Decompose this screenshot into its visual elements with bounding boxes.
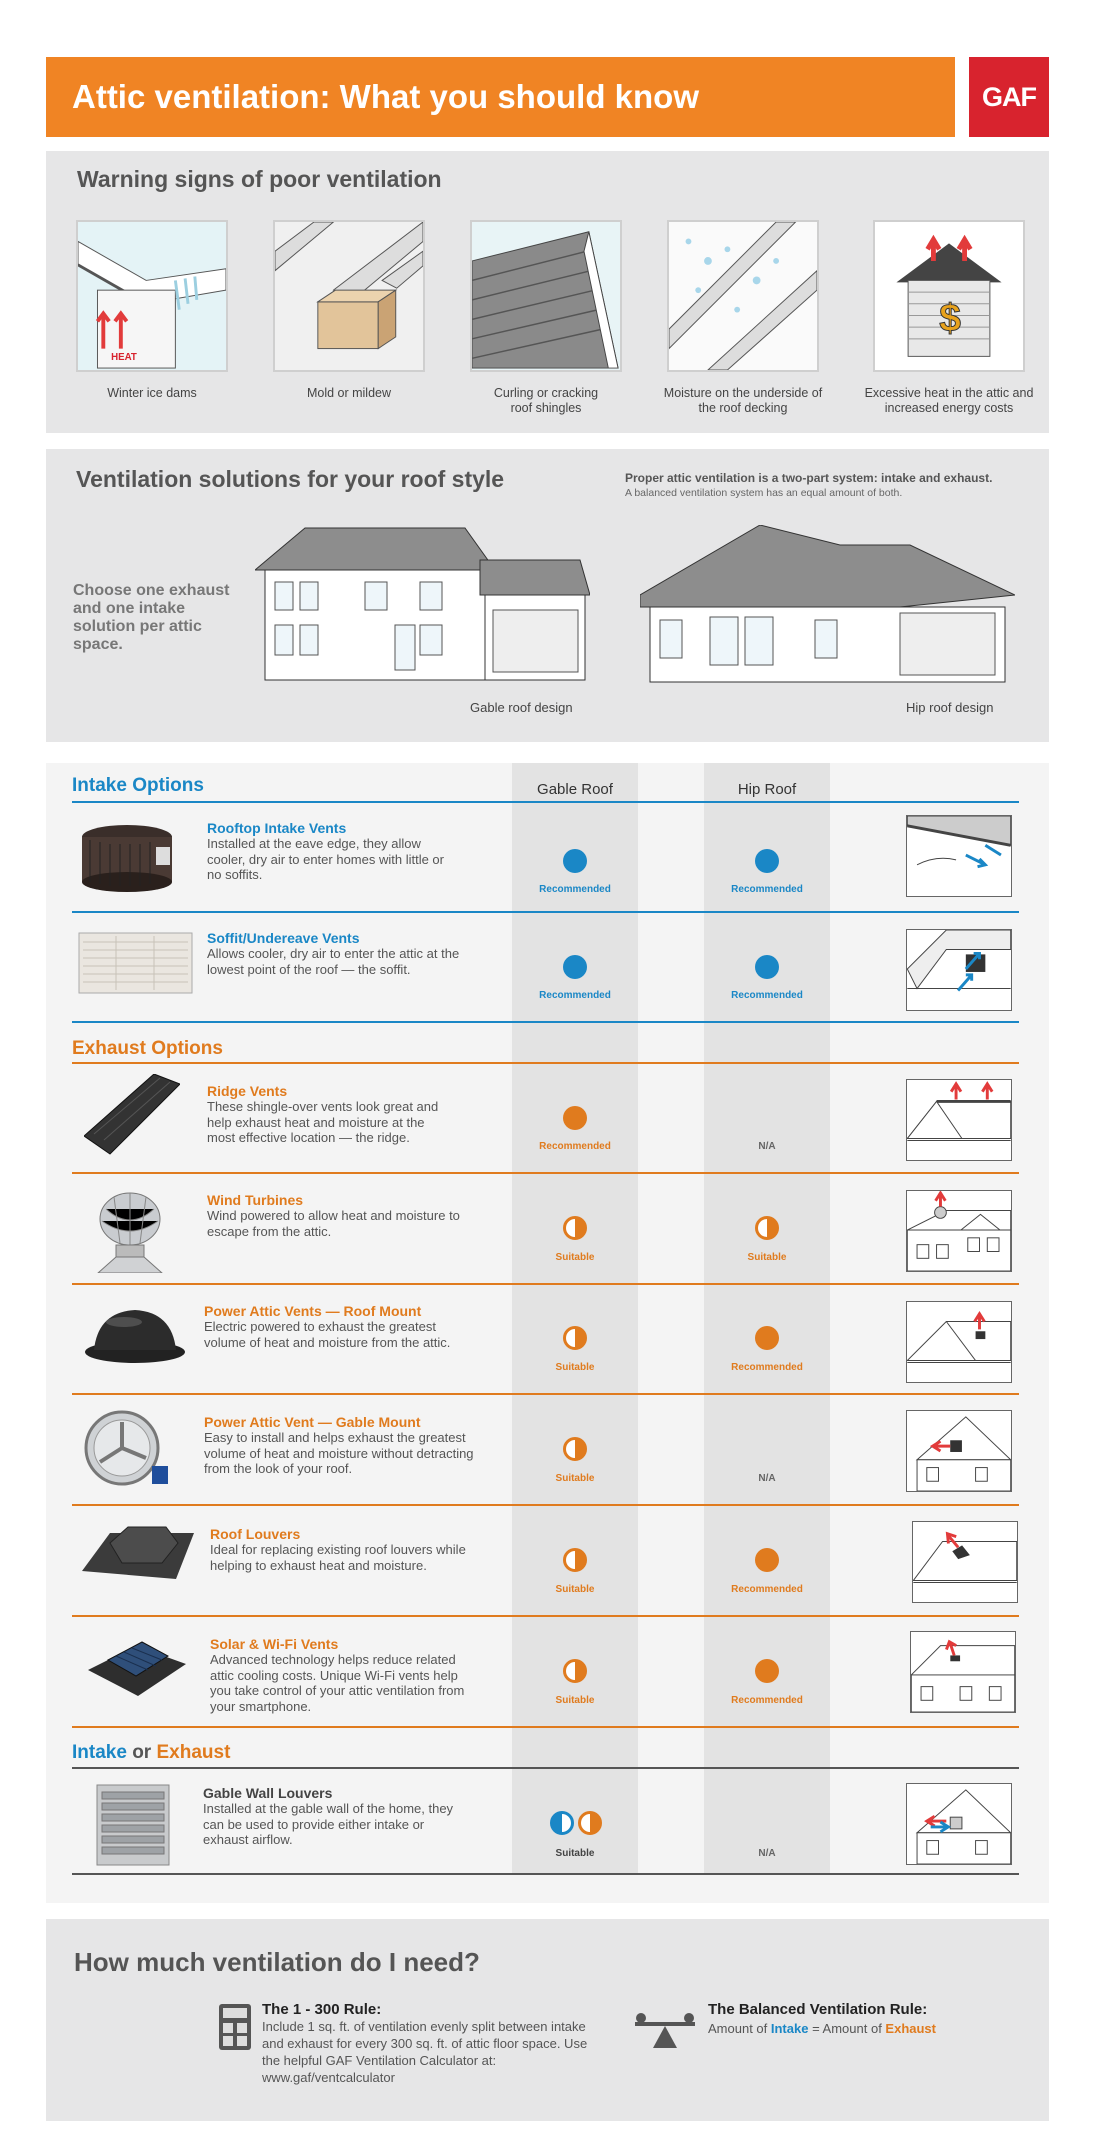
power-gable-diagram [906, 1410, 1012, 1492]
hip-house-illustration [640, 525, 1015, 685]
intake-half-dot [550, 1811, 574, 1835]
row-divider [72, 1393, 1019, 1395]
gable-rating: Recommended [539, 884, 611, 895]
heat-label: HEAT [111, 352, 137, 364]
product-title: Roof Louvers [210, 1526, 301, 1542]
rule2-text: Amount of Intake = Amount of Exhaust [708, 2021, 936, 2036]
rule1-text: Include 1 sq. ft. of ventilation evenly split between intake and exhaust for every 300 sq. ft. of attic floor space. Use the helpful GAF Ventilation Calculator at: www.gaf/ventcalculator [262, 2019, 588, 2085]
page-header [46, 57, 955, 137]
power-gable-vent-image [82, 1408, 172, 1490]
hip-rating: Recommended [731, 1695, 803, 1706]
row-divider [72, 1615, 1019, 1617]
how-much-title: How much ventilation do I need? [74, 1947, 480, 1977]
caption-heat: Excessive heat in the attic and increased energy costs [864, 386, 1034, 415]
hip-rating: Recommended [731, 1584, 803, 1595]
intake-options-header: Intake Options [72, 775, 204, 796]
product-title: Solar & Wi-Fi Vents [210, 1636, 339, 1652]
product-title: Soffit/Undereave Vents [207, 930, 360, 946]
suitable-dot [563, 1216, 587, 1240]
svg-text:$: $ [939, 297, 961, 341]
gable-house-illustration [255, 520, 590, 685]
power-roof-diagram [906, 1301, 1012, 1383]
exhaust-rule [72, 1062, 1019, 1064]
product-description: Ideal for replacing existing roof louvers while helping to exhaust heat and moisture. [210, 1542, 466, 1573]
row-divider [72, 1283, 1019, 1285]
row-divider [72, 1873, 1019, 1875]
soffit-diagram [906, 929, 1012, 1011]
recommended-dot [563, 849, 587, 873]
product-description: Installed at the eave edge, they allow cooler, dry air to enter homes with little or no soffits. [207, 836, 444, 882]
ridge-diagram [906, 1079, 1012, 1161]
product-title: Gable Wall Louvers [203, 1785, 333, 1801]
ice-dam-icon [76, 220, 228, 372]
product-title: Power Attic Vent — Gable Mount [204, 1414, 421, 1430]
caption-ice-dams: Winter ice dams [107, 386, 197, 400]
product-description: These shingle-over vents look great and help exhaust heat and moisture at the most effective location — the ridge. [207, 1099, 439, 1145]
gable-rating: Suitable [555, 1473, 595, 1484]
solutions-note: A balanced ventilation system has an equal amount of both. [625, 487, 903, 499]
gable-rating: Suitable [555, 1695, 595, 1706]
recommended-dot [563, 1106, 587, 1130]
rule2-title: The Balanced Ventilation Rule: [708, 2001, 928, 2018]
gable-rating: Recommended [539, 990, 611, 1001]
wind-turbine-image [92, 1191, 168, 1273]
row-divider [72, 1172, 1019, 1174]
power-roof-vent-image [84, 1306, 186, 1364]
hip-column-header: Hip Roof [737, 781, 797, 798]
product-title: Rooftop Intake Vents [207, 820, 347, 836]
gable-rating: Recommended [539, 1141, 611, 1152]
row-divider [72, 1021, 1019, 1023]
product-description: Easy to install and helps exhaust the greatest volume of heat and moisture without detracting from the look of your roof. [204, 1430, 474, 1476]
caption-mold: Mold or mildew [306, 386, 392, 400]
solar-vent-diagram [910, 1631, 1016, 1713]
suitable-dot [755, 1216, 779, 1240]
hip-rating: N/A [758, 1848, 776, 1859]
gable-rating: Suitable [555, 1252, 595, 1263]
gable-rating: Suitable [555, 1362, 595, 1373]
hip-rating: Recommended [731, 884, 803, 895]
solar-vent-image [86, 1630, 188, 1700]
roof-louver-diagram [912, 1521, 1018, 1603]
shingles-icon [470, 220, 622, 372]
suitable-dot [563, 1659, 587, 1683]
gaf-logo: GAF [969, 57, 1049, 137]
product-title: Wind Turbines [207, 1192, 304, 1208]
hip-caption: Hip roof design [906, 700, 994, 715]
hip-rating: N/A [758, 1141, 776, 1152]
rooftop-intake-diagram [906, 815, 1012, 897]
product-description: Allows cooler, dry air to enter the attic at the lowest point of the roof — the soffit. [207, 946, 460, 977]
recommended-dot [563, 955, 587, 979]
calculator-icon [218, 2003, 252, 2051]
product-title: Ridge Vents [207, 1083, 288, 1099]
page-title: Attic ventilation: What you should know [72, 78, 699, 115]
energy-cost-icon [873, 220, 1025, 372]
suitable-dot [563, 1326, 587, 1350]
exhaust-options-header: Exhaust Options [72, 1038, 223, 1059]
ridge-vent-image [84, 1074, 180, 1158]
gable-caption: Gable roof design [470, 700, 573, 715]
product-title: Power Attic Vents — Roof Mount [204, 1303, 422, 1319]
gable-column [512, 763, 638, 1875]
moisture-icon [667, 220, 819, 372]
intake-rule [72, 801, 1019, 803]
recommended-dot [755, 955, 779, 979]
product-description: Installed at the gable wall of the home, they can be used to provide either intake or exhaust airflow. [203, 1801, 454, 1847]
hip-rating: Recommended [731, 1362, 803, 1373]
solutions-note-bold: Proper attic ventilation is a two-part system: intake and exhaust. [625, 471, 993, 485]
hip-rating: N/A [758, 1473, 776, 1484]
recommended-dot [755, 1548, 779, 1572]
roof-louver-image [82, 1523, 194, 1585]
soffit-vent-image [78, 932, 193, 994]
recommended-dot [755, 1659, 779, 1683]
suitable-dot [563, 1437, 587, 1461]
balance-scale-icon [633, 2010, 697, 2050]
solutions-title: Ventilation solutions for your roof style [76, 466, 505, 492]
gable-rating: Suitable [555, 1848, 595, 1859]
rooftop-intake-vent-image [80, 822, 175, 892]
hip-rating: Suitable [747, 1252, 787, 1263]
exhaust-half-dot [578, 1811, 602, 1835]
mold-icon [273, 220, 425, 372]
gable-column-header: Gable Roof [537, 781, 613, 798]
product-description: Wind powered to allow heat and moisture to escape from the attic. [207, 1208, 460, 1239]
suitable-dot [563, 1548, 587, 1572]
either-rule [72, 1767, 1019, 1769]
recommended-dot [755, 1326, 779, 1350]
row-divider [72, 1726, 1019, 1728]
warning-title: Warning signs of poor ventilation [77, 166, 442, 192]
wind-turbine-diagram [906, 1190, 1012, 1272]
hip-column [704, 763, 830, 1875]
caption-shingles: Curling or cracking roof shingles [493, 386, 599, 415]
intake-or-exhaust-header: Intake or Exhaust [72, 1742, 231, 1763]
product-description: Electric powered to exhaust the greatest volume of heat and moisture from the attic. [204, 1319, 451, 1350]
caption-moisture: Moisture on the underside of the roof decking [663, 386, 823, 415]
hip-rating: Recommended [731, 990, 803, 1001]
row-divider [72, 911, 1019, 913]
product-description: Advanced technology helps reduce related attic cooling costs. Unique Wi-Fi vents help you take control of your attic ventilation from your smartphone. [210, 1652, 465, 1714]
gable-wall-louver-image [96, 1784, 170, 1866]
row-divider [72, 1504, 1019, 1506]
rule1-title: The 1 - 300 Rule: [262, 2001, 382, 2018]
recommended-dot [755, 849, 779, 873]
gable-wall-diagram [906, 1783, 1012, 1865]
gable-rating: Suitable [555, 1584, 595, 1595]
choose-instruction: Choose one exhaust and one intake solution per attic space. [73, 582, 230, 653]
